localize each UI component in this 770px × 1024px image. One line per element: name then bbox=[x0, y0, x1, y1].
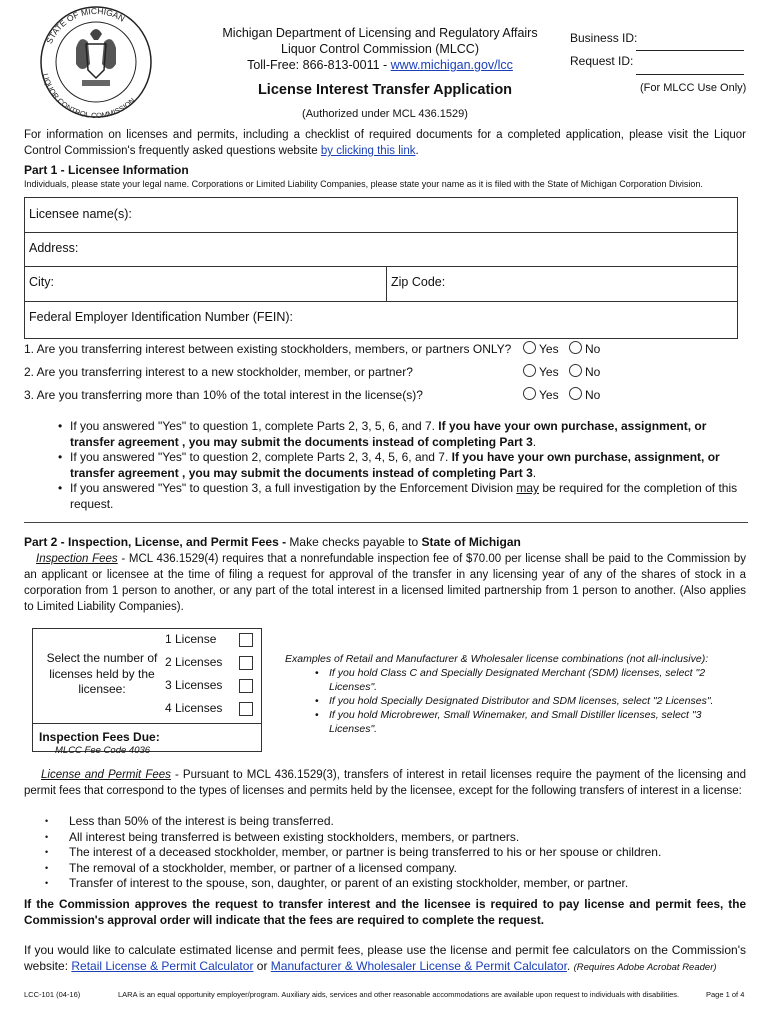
website-link[interactable]: www.michigan.gov/lcc bbox=[390, 58, 513, 72]
intro-paragraph: For information on licenses and permits, including a checklist of required documents for a completed application, please visit the Liquor Control Commission's frequently asked questions website by clicking this link. bbox=[24, 129, 746, 157]
request-id-label: Request ID: bbox=[570, 54, 634, 68]
example-item: • If you hold Specially Designated Distributor and SDM licenses, select "2 Licenses". bbox=[285, 694, 745, 708]
city-field[interactable]: City: bbox=[25, 266, 737, 302]
page-number: Page 1 of 4 bbox=[706, 990, 745, 999]
example-item: • If you hold Microbrewer, Small Winemaker, and Small Distiller licenses, select "3 Licenses". bbox=[285, 708, 745, 736]
license-count-label: Select the number of licenses held by the licensee: bbox=[46, 651, 158, 696]
licensee-name-field[interactable]: Licensee name(s): bbox=[25, 198, 737, 233]
question-3: 3. Are you transferring more than 10% of the total interest in the license(s)? bbox=[24, 388, 423, 402]
license-option-label: 1 License bbox=[165, 632, 217, 646]
q3-yes-radio[interactable]: Yes bbox=[523, 387, 559, 402]
calculator-paragraph: If you would like to calculate estimated license and permit fees, please use the license and permit fee calculators on the Commission's website: Retail License & Permit Calculator or Manufacturer & Wholesaler License & Permit Calculator. (Requires Adobe Acrobat Reader) bbox=[24, 943, 746, 973]
request-id-field[interactable] bbox=[636, 74, 744, 75]
exception-item: • The removal of a stockholder, member, or partner of a licensed company. bbox=[24, 861, 746, 877]
approval-notice: If the Commission approves the request to transfer interest and the licensee is required to pay license and permit fees, the Commission's approval order will indicate that the fees are required to complete the request. bbox=[24, 897, 746, 927]
licensee-info-box bbox=[24, 197, 738, 339]
question-1: 1. Are you transferring interest between existing stockholders, members, or partners ONLY? bbox=[24, 342, 512, 356]
exception-item: • All interest being transferred is between existing stockholders, members, or partners. bbox=[24, 830, 746, 846]
example-item: • If you hold Class C and Specially Designated Merchant (SDM) licenses, select "2 Licenses". bbox=[285, 666, 745, 694]
address-field[interactable]: Address: bbox=[25, 232, 737, 267]
q1-no-radio[interactable]: No bbox=[569, 341, 600, 356]
authorized-note: (Authorized under MCL 436.1529) bbox=[302, 108, 468, 120]
instruction-item: • If you answered "Yes" to question 3, a full investigation by the Enforcement Division may be required for the completion of this request. bbox=[24, 481, 746, 512]
manufacturer-calculator-link[interactable]: Manufacturer & Wholesaler License & Permit Calculator bbox=[270, 959, 567, 973]
business-id-field[interactable] bbox=[636, 50, 744, 51]
form-title: License Interest Transfer Application bbox=[257, 82, 513, 98]
part1-heading: Part 1 - Licensee Information bbox=[24, 163, 189, 177]
license-2-checkbox[interactable] bbox=[239, 656, 253, 670]
exceptions-list bbox=[24, 814, 746, 892]
q2-no-radio[interactable]: No bbox=[569, 364, 600, 379]
business-id-label: Business ID: bbox=[570, 31, 638, 45]
license-4-checkbox[interactable] bbox=[239, 702, 253, 716]
section-divider bbox=[24, 522, 748, 523]
license-option-label: 4 Licenses bbox=[165, 701, 223, 715]
license-examples: Examples of Retail and Manufacturer & Wholesaler license combinations (not all-inclusive): • If you hold Class C and Specially Designated Merchant (SDM) licenses, select "2 Licenses". • If you hold Specially Designated Distributor and SDM licenses, select "2 Licenses". • If you hold Microbrewer, Small Winemaker, and Small Distiller licenses, select "3 Licenses". bbox=[285, 652, 745, 736]
department-name: Michigan Department of Licensing and Regulatory Affairs bbox=[222, 26, 538, 40]
inspection-fees-paragraph: Inspection Fees - MCL 436.1529(4) requires that a nonrefundable inspection fee of $70.00 per license shall be paid to the Commission by an applicant or licensee at the time of filing a request for approval of the transfer in any licensing year of any of the shares of stock in a corporation from 1 person to another, or any part of the total interest in a licensed limited partnership from 1 person to another. (Also applies to Limited Liability Companies). bbox=[24, 553, 747, 613]
instruction-item: • If you answered "Yes" to question 1, complete Parts 2, 3, 5, 6, and 7. If you have your own purchase, assignment, or transfer agreement , you may submit the documents instead of completing Part 3. bbox=[24, 419, 746, 450]
question-2: 2. Are you transferring interest to a new stockholder, member, or partner? bbox=[24, 365, 413, 379]
q2-yes-radio[interactable]: Yes bbox=[523, 364, 559, 379]
zip-code-field[interactable]: Zip Code: bbox=[386, 266, 387, 301]
fees-due-label: Inspection Fees Due: bbox=[39, 730, 160, 744]
fees-due-field[interactable] bbox=[160, 722, 256, 744]
toll-free-line: Toll-Free: 866-813-0011 - www.michigan.gov/lcc bbox=[247, 58, 513, 72]
seal-bottom-text: LIQUOR CONTROL COMMISSION bbox=[40, 72, 137, 118]
q3-no-radio[interactable]: No bbox=[569, 387, 600, 402]
svg-text:LIQUOR CONTROL COMMISSION bbox=[41, 73, 137, 118]
equal-opportunity-note: LARA is an equal opportunity employer/program. Auxiliary aids, services and other reasonable accommodations are available upon request to individuals with disabilities. bbox=[118, 990, 680, 999]
seal-top-text: STATE OF MICHIGAN bbox=[44, 5, 127, 46]
license-option-label: 3 Licenses bbox=[165, 678, 223, 692]
instruction-list bbox=[24, 419, 746, 512]
license-option-label: 2 Licenses bbox=[165, 655, 223, 669]
fee-code: MLCC Fee Code 4036 bbox=[55, 745, 151, 756]
exception-item: • Less than 50% of the interest is being transferred. bbox=[24, 814, 746, 830]
exception-item: • The interest of a deceased stockholder, member, or partner is being transferred to his or her spouse or children. bbox=[24, 845, 746, 861]
mlcc-use-note: (For MLCC Use Only) bbox=[640, 82, 747, 94]
license-permit-fees-paragraph: License and Permit Fees - Pursuant to MCL 436.1529(3), transfers of interest in retail licenses require the payment of the licensing and permit fees that correspond to the types of licenses and permits held by the licensee, except for the following transfers of interest in a license: bbox=[24, 769, 746, 797]
commission-name: Liquor Control Commission (MLCC) bbox=[281, 42, 479, 56]
faq-link[interactable]: by clicking this link bbox=[320, 145, 416, 157]
part1-note: Individuals, please state your legal name. Corporations or Limited Liability Companies, please state your name as it is filed with the State of Michigan Corporation Division. bbox=[24, 179, 703, 189]
exception-item: • Transfer of interest to the spouse, son, daughter, or parent of an existing stockholder, member, or partner. bbox=[24, 876, 746, 892]
svg-text:STATE OF MICHIGAN bbox=[44, 6, 127, 45]
retail-calculator-link[interactable]: Retail License & Permit Calculator bbox=[71, 959, 254, 973]
form-number: LCC-101 (04-16) bbox=[24, 990, 81, 999]
instruction-item: • If you answered "Yes" to question 2, complete Parts 2, 3, 4, 5, 6, and 7. If you have your own purchase, assignment, or transfer agreement , you may submit the documents instead of completing Part 3. bbox=[24, 450, 746, 481]
part2-heading: Part 2 - Inspection, License, and Permit Fees - Make checks payable to State of Michigan bbox=[24, 535, 521, 549]
license-3-checkbox[interactable] bbox=[239, 679, 253, 693]
fein-field[interactable]: Federal Employer Identification Number (FEIN): bbox=[29, 310, 293, 324]
q1-yes-radio[interactable]: Yes bbox=[523, 341, 559, 356]
license-1-checkbox[interactable] bbox=[239, 633, 253, 647]
state-seal bbox=[20, 4, 168, 118]
